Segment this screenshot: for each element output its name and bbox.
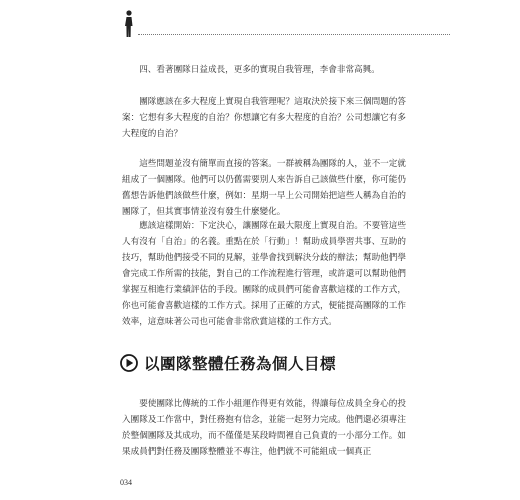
paragraph-1: 四、看著團隊日益成長，更多的實現自我管理，李會非常高興。 <box>139 65 380 75</box>
paragraph-2: 團隊應該在多大程度上實現自我管理呢？這取決於接下來三個問題的答案：它想有多大程度的自治？你想讓它有多大程度的自治？公司想讓它有多大程度的自治？ <box>122 97 406 139</box>
paragraph-3: 這些問題並沒有簡單而直接的答案。一群被稱為團隊的人，並不一定就組成了一個團隊。他們可以仍舊需要別人來告訴自己該做些什麼，你可能仍舊想告訴他們該做些什麼，例如：星期一早上公司開始把這些人稱為自治的團隊了，但其實事情並沒有發生什麼變化。 <box>122 159 406 217</box>
page-header <box>120 10 450 40</box>
page-number: 034 <box>120 478 132 487</box>
play-circle-icon <box>120 354 138 372</box>
standing-person-icon <box>122 10 136 38</box>
section-heading <box>120 350 420 376</box>
paragraph-4: 應該這樣開始：下定決心，讓團隊在最大限度上實現自治。不要管這些人有沒有「自治」的名義。重點在於「行動」！幫助成員學習共事、互助的技巧，幫助他們接受不同的見解，並學會找到解決分歧的辦法；幫助他們學會完成工作所需的技能，對自己的工作流程進行管理，或許還可以幫助他們掌握互相進行業績評估的手段。團隊的成員們可能會喜歡這樣的工作方式，你也可能會喜歡這樣的工作方式。採用了正確的方式，便能提高團隊的工作效率，這意味著公司也可能會非常欣賞這樣的工作方式。 <box>122 221 406 327</box>
header-dotted-rule <box>138 34 450 35</box>
section-heading-text: 以團隊整體任務為個人目標 <box>144 355 337 373</box>
paragraph-5: 要使團隊比傳統的工作小組運作得更有效能，得讓每位成員全身心的投入團隊及工作當中，對任務抱有信念，並能一起努力完成。他們還必須專注於整個團隊及其成功，而不僅僅是某段時間裡自己負責的一小部分工作。如果成員們對任務及團隊整體並不專注，他們就不可能組成一個真正 <box>122 399 406 457</box>
